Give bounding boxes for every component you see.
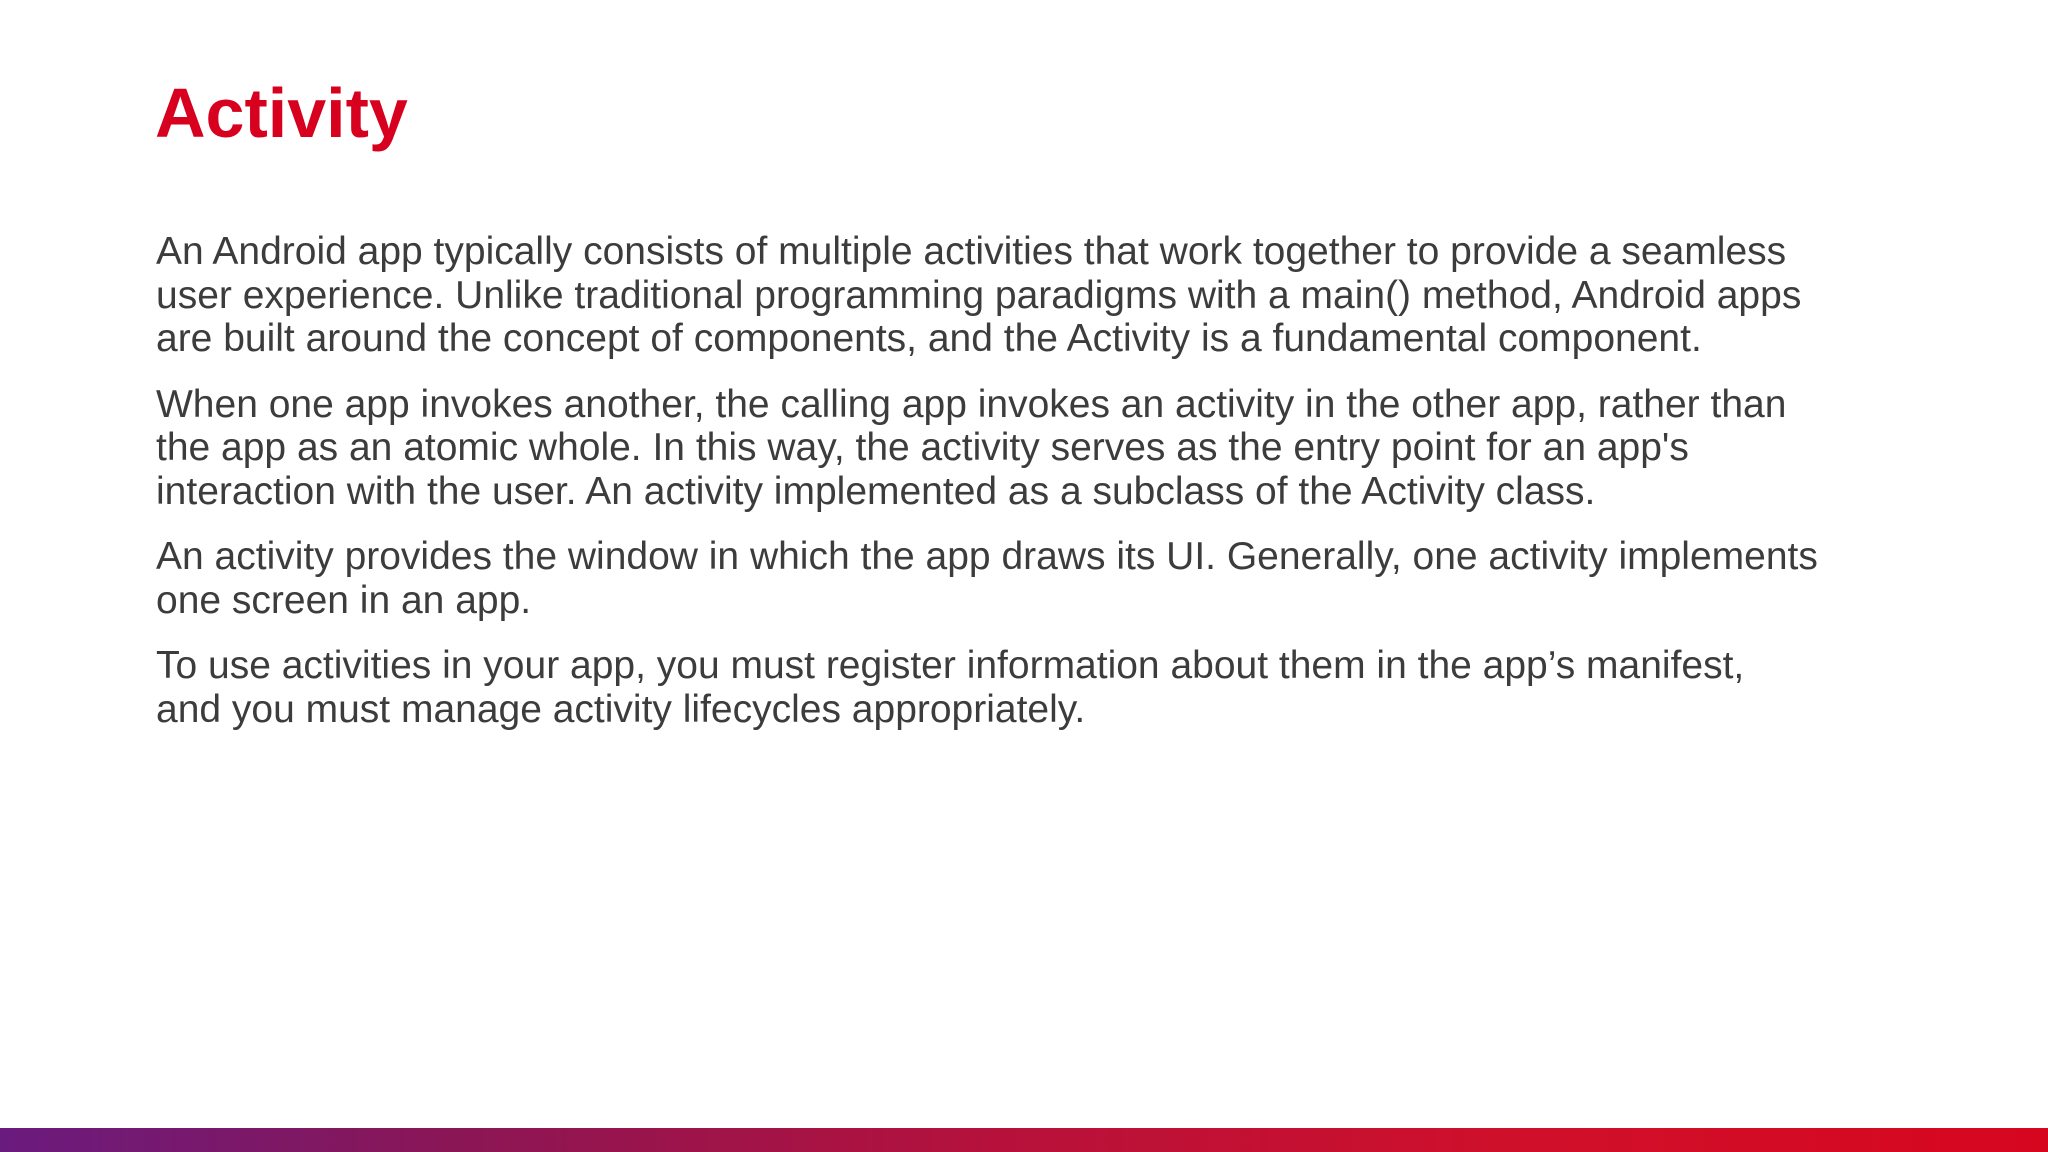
paragraph-line: user experience. Unlike traditional programming paradigms with a main() method, Android apps [156,273,1802,317]
paragraph-line: interaction with the user. An activity implemented as a subclass of the Activity class. [156,469,1596,513]
paragraph-1 [156,230,1876,361]
paragraph-line: one screen in an app. [156,578,532,622]
paragraph-2 [156,383,1876,514]
paragraph-line: To use activities in your app, you must register information about them in the app’s manifest, [156,644,1745,687]
slide-body [156,230,1876,753]
paragraph-line: the app as an atomic whole. In this way, the activity serves as the entry point for an app's [156,426,1689,469]
paragraph-line: When one app invokes another, the calling app invokes an activity in the other app, rather than [156,382,1787,426]
paragraph-3 [156,535,1876,622]
footer-gradient-bar [0,1128,2048,1152]
paragraph-line: An Android app typically consists of multiple activities that work together to provide a seamless [156,230,1787,273]
paragraph-line: An activity provides the window in which the app draws its UI. Generally, one activity implements [156,535,1818,578]
paragraph-line: are built around the concept of components, and the Activity is a fundamental component. [156,317,1702,360]
slide-title: Activity [155,74,408,152]
paragraph-4 [156,644,1876,731]
paragraph-line: and you must manage activity lifecycles appropriately. [156,687,1086,731]
